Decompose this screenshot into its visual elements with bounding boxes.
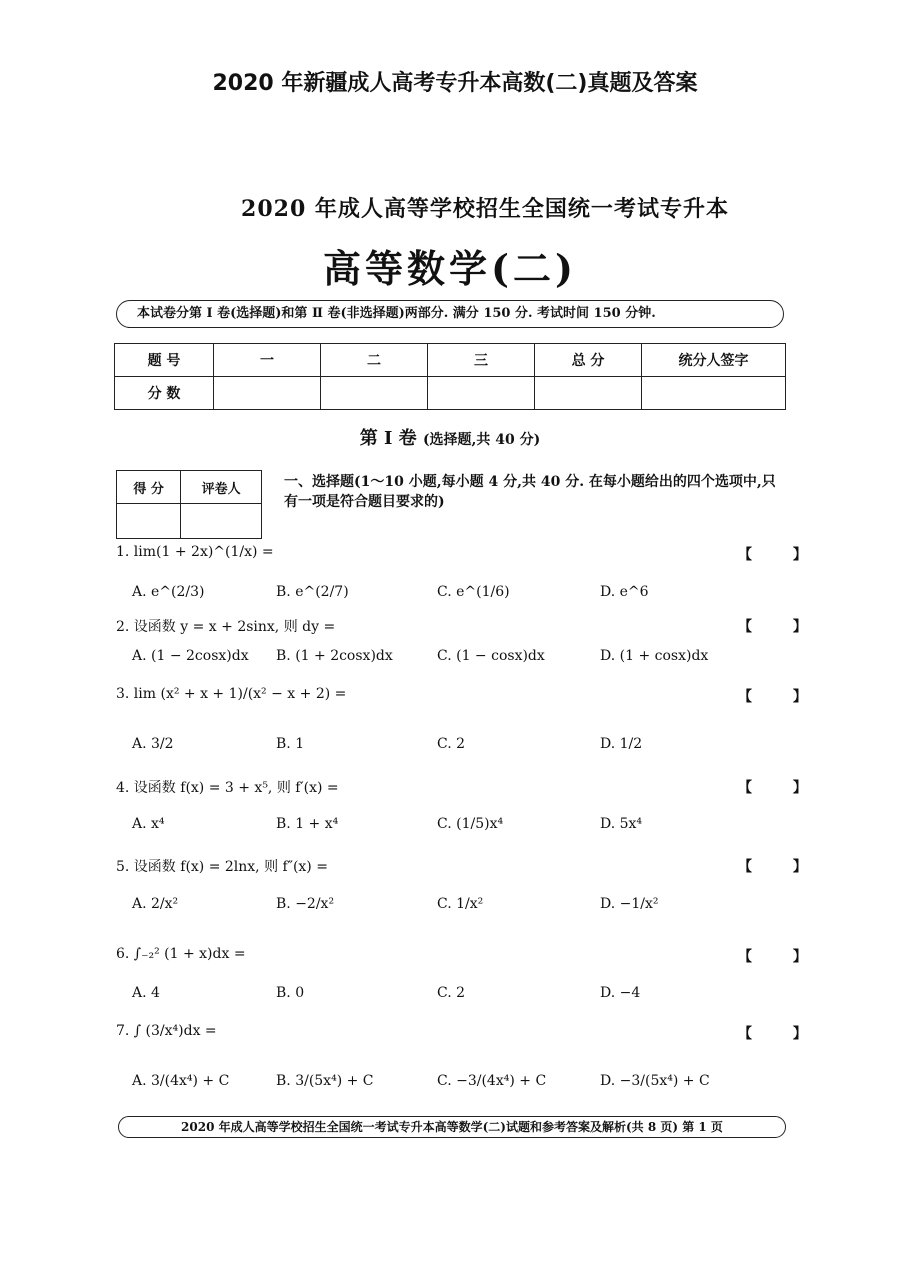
exam-header: 2020 年成人高等学校招生全国统一考试专升本 (241, 196, 729, 222)
grader-score-cell (117, 504, 181, 539)
question-1-option-a: A. e^(2/3) (132, 584, 205, 600)
score-cell (214, 377, 321, 410)
question-1-option-b: B. e^(2/7) (276, 584, 349, 600)
question-6-stem: 6. ∫₋₂² (1 + x)dx = (116, 946, 246, 962)
page-footer: 2020 年成人高等学校招生全国统一考试专升本高等数学(二)试题和参考答案及解析(共 8 页) 第 1 页 (118, 1116, 786, 1138)
score-table-header-row (115, 344, 786, 377)
question-2-option-d: D. (1 + cosx)dx (600, 648, 709, 664)
question-5-option-a: A. 2/x² (132, 896, 179, 912)
question-2-option-c: C. (1 − cosx)dx (437, 648, 545, 664)
section-heading (0, 424, 900, 450)
answer-bracket: 【 】 (738, 780, 825, 796)
question-6-option-c: C. 2 (437, 985, 466, 1001)
question-3-option-a: A. 3/2 (132, 736, 174, 752)
question-5-option-b: B. −2/x² (276, 896, 335, 912)
question-4-option-b: B. 1 + x⁴ (276, 816, 339, 832)
grader-name-header: 评卷人 (181, 471, 262, 504)
score-cell (428, 377, 535, 410)
score-cell (321, 377, 428, 410)
question-4-option-d: D. 5x⁴ (600, 816, 643, 832)
subject-title: 高等数学(二) (323, 246, 577, 291)
score-cell: 总 分 (535, 344, 642, 377)
score-cell: 一 (214, 344, 321, 377)
question-6-option-a: A. 4 (132, 985, 160, 1001)
question-7-option-d: D. −3/(5x⁴) + C (600, 1073, 710, 1089)
score-cell: 三 (428, 344, 535, 377)
question-2-option-a: A. (1 − 2cosx)dx (132, 648, 249, 664)
answer-bracket: 【 】 (738, 547, 825, 563)
question-3-stem: 3. lim (x² + x + 1)/(x² − x + 2) = (116, 686, 347, 702)
question-6-option-d: D. −4 (600, 985, 641, 1001)
question-5-option-d: D. −1/x² (600, 896, 659, 912)
question-7-stem: 7. ∫ (3/x⁴)dx = (116, 1023, 217, 1039)
question-7-option-a: A. 3/(4x⁴) + C (132, 1073, 230, 1089)
question-4-stem: 4. 设函数 f(x) = 3 + x⁵, 则 f′(x) = (116, 780, 339, 796)
answer-bracket: 【 】 (738, 949, 825, 965)
question-3-option-c: C. 2 (437, 736, 466, 752)
section-subtitle: (选择题,共 40 分) (422, 432, 541, 448)
question-5-option-c: C. 1/x² (437, 896, 484, 912)
question-7-option-b: B. 3/(5x⁴) + C (276, 1073, 374, 1089)
grader-name-cell (181, 504, 262, 539)
score-table (114, 343, 786, 410)
score-table-value-row (115, 377, 786, 410)
question-2-stem: 2. 设函数 y = x + 2sinx, 则 dy = (116, 619, 336, 635)
score-cell: 二 (321, 344, 428, 377)
question-1-option-c: C. e^(1/6) (437, 584, 510, 600)
section-instructions: 一、选择题(1～10 小题,每小题 4 分,共 40 分. 在每小题给出的四个选项中,只有一项是符合题目要求的) (284, 474, 776, 510)
section-title: 第 Ⅰ 卷 (359, 428, 417, 449)
question-2-option-b: B. (1 + 2cosx)dx (276, 648, 393, 664)
question-3-option-b: B. 1 (276, 736, 305, 752)
question-7-option-c: C. −3/(4x⁴) + C (437, 1073, 547, 1089)
answer-bracket: 【 】 (738, 859, 825, 875)
grader-table (116, 470, 262, 539)
answer-bracket: 【 】 (738, 1026, 825, 1042)
grader-score-header: 得 分 (117, 471, 181, 504)
question-4-option-c: C. (1/5)x⁴ (437, 816, 504, 832)
score-cell (642, 377, 786, 410)
exam-info-banner: 本试卷分第 Ⅰ 卷(选择题)和第 Ⅱ 卷(非选择题)两部分. 满分 150 分. 考试时间 150 分钟. (116, 300, 784, 328)
score-cell (535, 377, 642, 410)
question-1-stem: 1. lim(1 + 2x)^(1/x) = (116, 544, 274, 560)
answer-bracket: 【 】 (738, 619, 825, 635)
score-cell: 分 数 (115, 377, 214, 410)
score-cell: 统分人签字 (642, 344, 786, 377)
question-6-option-b: B. 0 (276, 985, 305, 1001)
question-4-option-a: A. x⁴ (132, 816, 165, 832)
score-cell: 题 号 (115, 344, 214, 377)
question-3-option-d: D. 1/2 (600, 736, 643, 752)
answer-bracket: 【 】 (738, 689, 825, 705)
question-1-option-d: D. e^6 (600, 584, 649, 600)
question-5-stem: 5. 设函数 f(x) = 2lnx, 则 f″(x) = (116, 859, 328, 875)
document-title: 2020 年新疆成人高考专升本高数(二)真题及答案 (212, 71, 698, 96)
